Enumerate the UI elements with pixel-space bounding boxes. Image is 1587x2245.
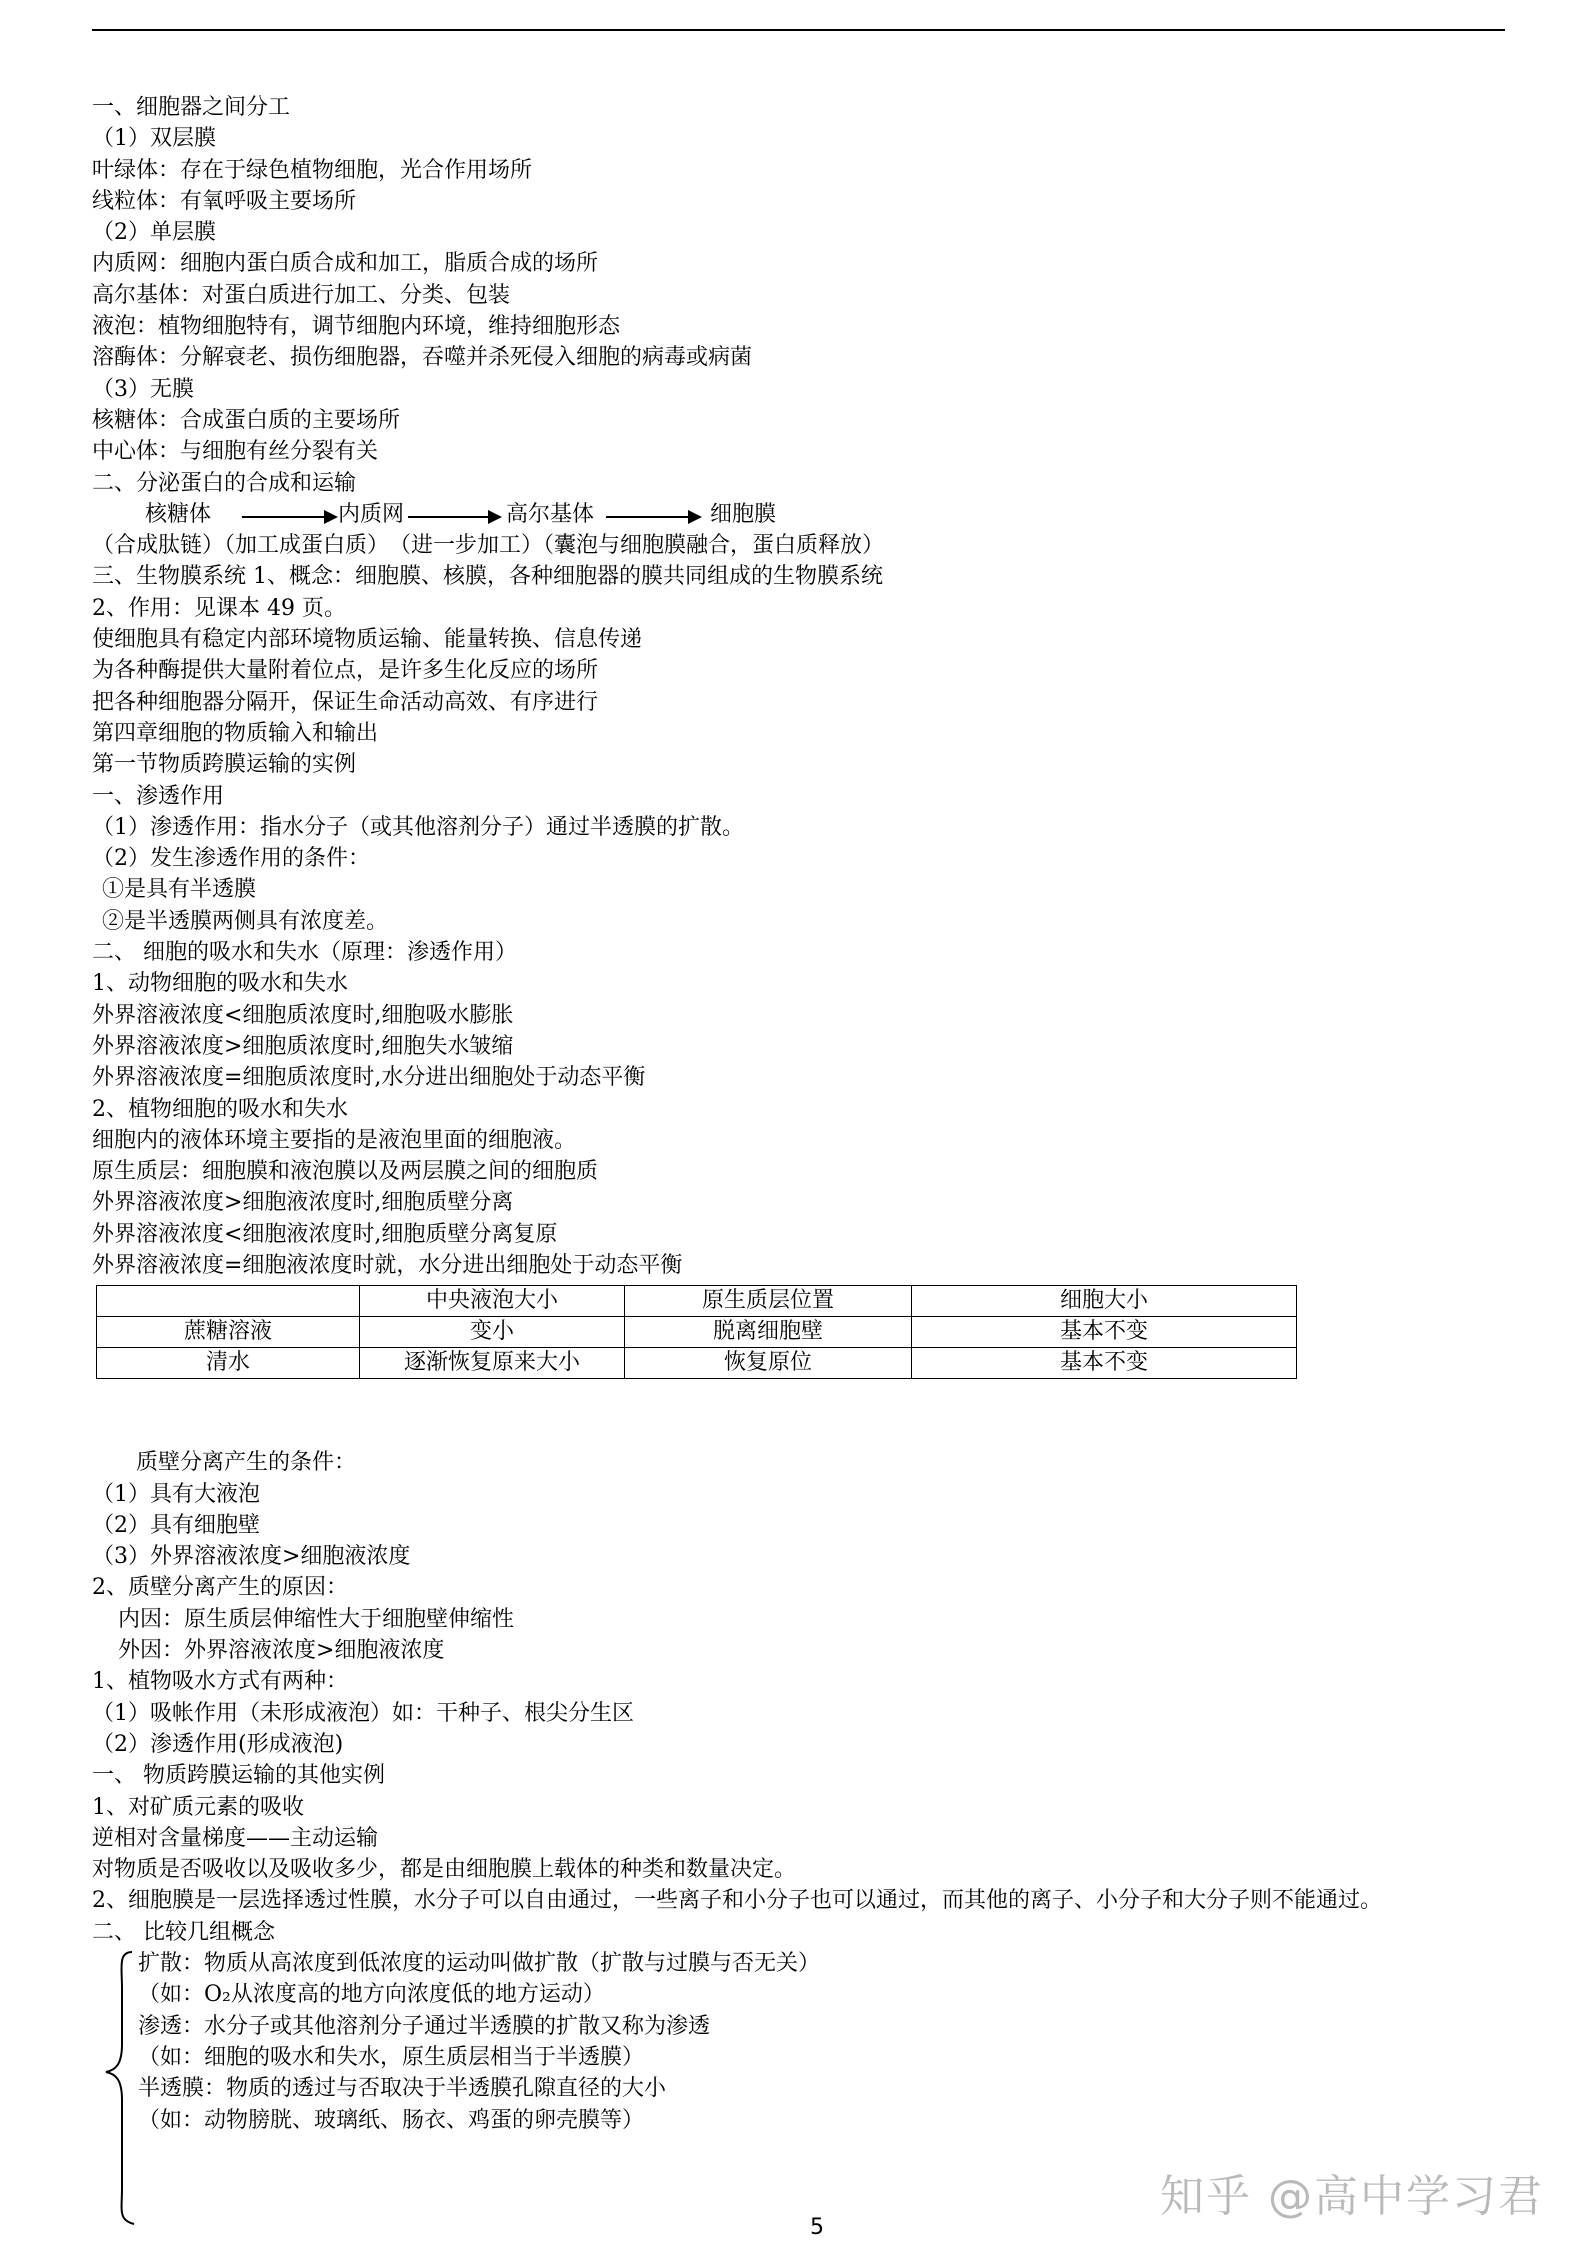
- table-cell: 恢复原位: [625, 1348, 912, 1379]
- text-line: 高尔基体：对蛋白质进行加工、分类、包装: [92, 282, 511, 308]
- page-number: 5: [810, 2215, 824, 2240]
- text-line: 核糖体：合成蛋白质的主要场所: [92, 407, 401, 433]
- text-line: 一、 物质跨膜运输的其他实例: [92, 1763, 385, 1789]
- table-header-cell: 原生质层位置: [625, 1286, 912, 1317]
- text-line: 原生质层：细胞膜和液泡膜以及两层膜之间的细胞质: [92, 1159, 599, 1185]
- text-line: （1）具有大液泡: [92, 1481, 260, 1507]
- flow-node-er: 内质网: [338, 501, 405, 527]
- text-line: （3）无膜: [92, 376, 194, 402]
- text-line: 把各种细胞器分隔开，保证生命活动高效、有序进行: [92, 689, 599, 715]
- text-line: 外因：外界溶液浓度>细胞液浓度: [118, 1638, 445, 1664]
- text-line: 2、作用：见课本 49 页。: [92, 595, 346, 621]
- text-line: 溶酶体：分解衰老、损伤细胞器，吞噬并杀死侵入细胞的病毒或病菌: [92, 345, 753, 371]
- concept-line: 渗透：水分子或其他溶剂分子通过半透膜的扩散又称为渗透: [138, 2013, 711, 2039]
- table-cell: 蔗糖溶液: [97, 1317, 360, 1348]
- table-cell: 逐渐恢复原来大小: [360, 1348, 625, 1379]
- text-line: 二、 细胞的吸水和失水（原理：渗透作用）: [92, 940, 517, 966]
- text-line: 液泡：植物细胞特有，调节细胞内环境，维持细胞形态: [92, 314, 621, 340]
- text-line: 二、分泌蛋白的合成和运输: [92, 470, 357, 496]
- table-cell: 基本不变: [912, 1348, 1297, 1379]
- text-line: 线粒体：有氧呼吸主要场所: [92, 188, 357, 214]
- table-header-cell: [97, 1286, 360, 1317]
- text-line: 外界溶液浓度<细胞液浓度时,细胞质壁分离复原: [92, 1221, 558, 1247]
- text-line: 二、 比较几组概念: [92, 1919, 275, 1945]
- table-cell: 脱离细胞壁: [625, 1317, 912, 1348]
- table-header-cell: 细胞大小: [912, 1286, 1297, 1317]
- text-line: 外界溶液浓度=细胞液浓度时就，水分进出细胞处于动态平衡: [92, 1252, 683, 1278]
- section-title: 质壁分离产生的条件：: [136, 1450, 357, 1476]
- text-line: （1）渗透作用：指水分子（或其他溶剂分子）通过半透膜的扩散。: [92, 814, 744, 840]
- text-line: 内因：原生质层伸缩性大于细胞壁伸缩性: [118, 1606, 515, 1632]
- section-organelles: [92, 92, 1512, 499]
- text-line: 1、动物细胞的吸水和失水: [92, 971, 348, 997]
- concept-line: 扩散：物质从高浓度到低浓度的运动叫做扩散（扩散与过膜与否无关）: [138, 1951, 821, 1977]
- text-line: 1、植物吸水方式有两种：: [92, 1669, 348, 1695]
- plasmolysis-table: [96, 1285, 1297, 1379]
- concept-line: （如：动物膀胱、玻璃纸、肠衣、鸡蛋的卵壳膜等）: [138, 2107, 645, 2133]
- watermark: 知乎 @高中学习君: [1160, 2171, 1544, 2222]
- text-line: 内质网：细胞内蛋白质合成和加工，脂质合成的场所: [92, 251, 599, 277]
- concept-line: （如：细胞的吸水和失水，原生质层相当于半透膜）: [138, 2044, 645, 2070]
- text-line: 第一节物质跨膜运输的实例: [92, 752, 357, 778]
- text-line: （2）单层膜: [92, 220, 216, 246]
- section-plasmolysis-conditions: [92, 1447, 1512, 1948]
- text-line: （2）具有细胞壁: [92, 1512, 260, 1538]
- table-row: [97, 1317, 1297, 1348]
- text-line: （2）发生渗透作用的条件：: [92, 846, 370, 872]
- text-line: 一、细胞器之间分工: [92, 95, 291, 120]
- flow-node-golgi: 高尔基体: [506, 501, 595, 527]
- table-row: [97, 1348, 1297, 1379]
- brace-icon: [92, 1948, 138, 2228]
- text-line: 逆相对含量梯度——主动运输: [92, 1825, 379, 1851]
- text-line: 叶绿体：存在于绿色植物细胞，光合作用场所: [92, 157, 533, 183]
- flow-notes: （合成肽链）（加工成蛋白质） （进一步加工）（囊泡与细胞膜融合，蛋白质释放）: [92, 533, 885, 559]
- text-line: 为各种酶提供大量附着位点，是许多生化反应的场所: [92, 658, 599, 684]
- spacer: [92, 1379, 1512, 1447]
- text-line: （2）渗透作用(形成液泡): [92, 1731, 344, 1757]
- concept-comparison: [92, 1948, 1512, 2136]
- text-line: ②是半透膜两侧具有浓度差。: [102, 908, 389, 934]
- text-line: 第四章细胞的物质输入和输出: [92, 720, 379, 746]
- text-line: 2、质壁分离产生的原因：: [92, 1575, 348, 1601]
- text-line: 一、渗透作用: [92, 783, 225, 809]
- text-line: （1）吸帐作用（未形成液泡）如：干种子、根尖分生区: [92, 1700, 634, 1726]
- text-line: 2、植物细胞的吸水和失水: [92, 1096, 348, 1122]
- text-line: 三、生物膜系统 1、概念：细胞膜、核膜，各种细胞器的膜共同组成的生物膜系统: [92, 564, 883, 590]
- top-rule: [92, 29, 1505, 31]
- text-line: 2、细胞膜是一层选择透过性膜，水分子可以自由通过，一些离子和小分子也可以通过，而其他的离子、小分子和大分子则不能通过。: [92, 1888, 1383, 1914]
- text-line: 对物质是否吸收以及吸收多少，都是由细胞膜上载体的种类和数量决定。: [92, 1857, 797, 1883]
- text-line: 细胞内的液体环境主要指的是液泡里面的细胞液。: [92, 1127, 577, 1153]
- document-body: [92, 92, 1512, 2136]
- table-cell: 清水: [97, 1348, 360, 1379]
- text-line: 外界溶液浓度<细胞质浓度时,细胞吸水膨胀: [92, 1002, 514, 1028]
- concept-line: 半透膜：物质的透过与否取决于半透膜孔隙直径的大小: [138, 2076, 667, 2102]
- text-line: 使细胞具有稳定内部环境物质运输、能量转换、信息传递: [92, 627, 643, 653]
- text-line: 外界溶液浓度=细胞质浓度时,水分进出细胞处于动态平衡: [92, 1065, 646, 1091]
- secretion-flow-diagram: [92, 499, 1512, 530]
- table-header-row: [97, 1286, 1297, 1317]
- text-line: 外界溶液浓度>细胞质浓度时,细胞失水皱缩: [92, 1033, 514, 1059]
- text-line: （3）外界溶液浓度>细胞液浓度: [92, 1544, 411, 1570]
- text-line: （1）双层膜: [92, 126, 216, 152]
- text-line: 外界溶液浓度>细胞液浓度时,细胞质壁分离: [92, 1190, 514, 1216]
- section-membrane-system: [92, 561, 1512, 1281]
- text-line: 1、对矿质元素的吸收: [92, 1794, 304, 1820]
- table-cell: 基本不变: [912, 1317, 1297, 1348]
- concept-line: （如：O₂从浓度高的地方向浓度低的地方运动）: [138, 1982, 605, 2008]
- table-header-cell: 中央液泡大小: [360, 1286, 625, 1317]
- text-line: ①是具有半透膜: [102, 877, 257, 903]
- text-line: 中心体：与细胞有丝分裂有关: [92, 439, 379, 465]
- table-cell: 变小: [360, 1317, 625, 1348]
- flow-node-membrane: 细胞膜: [710, 501, 777, 527]
- flow-node-ribosome: 核糖体: [145, 501, 212, 527]
